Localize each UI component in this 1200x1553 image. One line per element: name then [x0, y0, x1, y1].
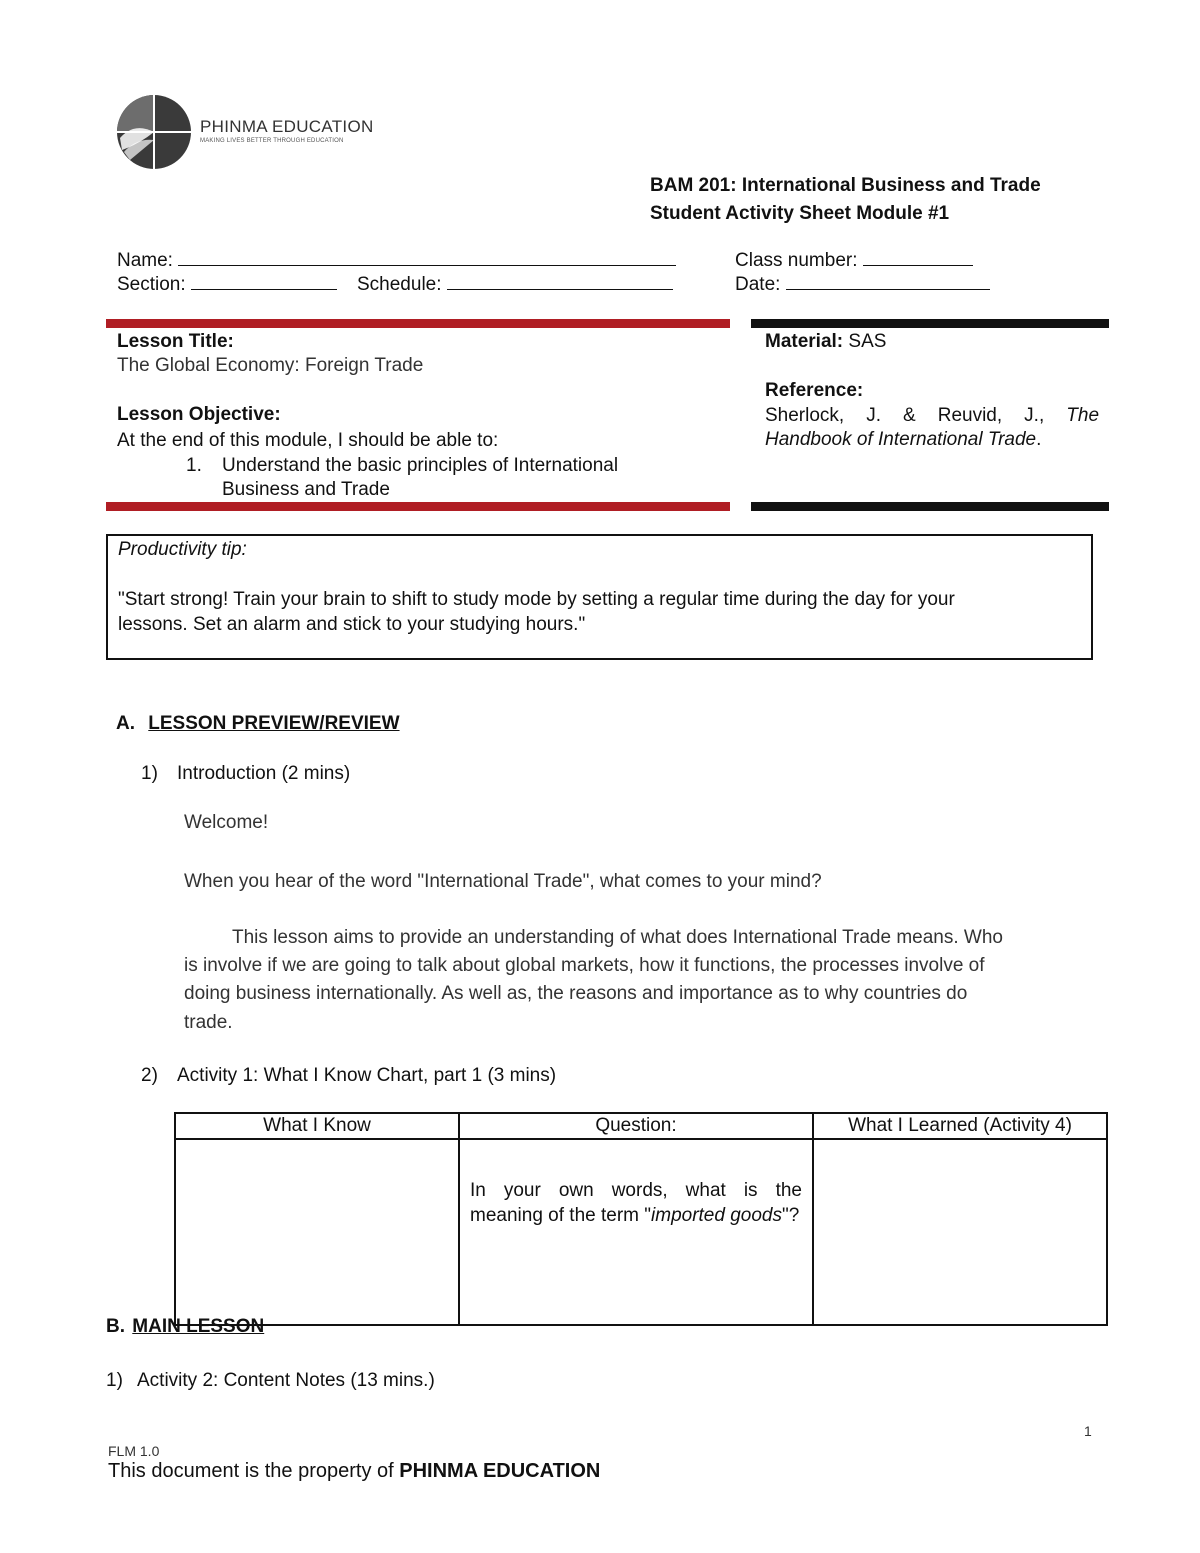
productivity-tip-line-2: lessons. Set an alarm and stick to your studying hours." — [118, 614, 586, 635]
reference-title-rest: Handbook of International Trade — [765, 429, 1037, 450]
productivity-tip-line-1: "Start strong! Train your brain to shift to study mode by setting a regular time during the day for your — [118, 589, 955, 610]
class-number-field[interactable] — [735, 247, 973, 272]
phinma-emblem-icon — [114, 92, 204, 172]
footer-property — [108, 1460, 600, 1483]
intro-paragraph-line-1: This lesson aims to provide an understanding of what does International Trade means. Who — [232, 927, 1003, 948]
objective-line-1: Understand the basic principles of International — [222, 455, 619, 476]
logo-name: PHINMA EDUCATION — [200, 117, 374, 136]
lesson-box-top-bar — [106, 319, 730, 328]
section-b-heading — [106, 1316, 264, 1338]
page-number: 1 — [1084, 1423, 1092, 1439]
intro-question: When you hear of the word "International Trade", what comes to your mind? — [184, 871, 822, 892]
section-b-item-1-label: Activity 2: Content Notes (13 mins.) — [137, 1370, 435, 1391]
sheet-title: Student Activity Sheet Module #1 — [650, 203, 950, 224]
footer-version: FLM 1.0 — [108, 1443, 160, 1459]
item-1-label: Introduction (2 mins) — [177, 763, 351, 784]
intro-paragraph-line-3: doing business internationally. As well as, the reasons and importance as to why countries do — [184, 983, 968, 1004]
footer-property-owner: PHINMA EDUCATION — [399, 1460, 601, 1482]
date-blank[interactable] — [786, 271, 990, 290]
section-a-heading — [116, 713, 400, 735]
lesson-title-label: Lesson Title: — [117, 331, 234, 352]
header-what-i-learned: What I Learned (Activity 4) — [813, 1113, 1107, 1139]
welcome-text: Welcome! — [184, 812, 269, 833]
reference-authors: Sherlock, J. & Reuvid, J., — [765, 405, 1045, 426]
reference-line-1 — [765, 405, 1099, 427]
objective-label: Lesson Objective: — [117, 404, 281, 425]
section-b-item-1-number: 1) — [106, 1370, 123, 1391]
objective-intro: At the end of this module, I should be able to: — [117, 430, 499, 451]
item-1-number: 1) — [141, 763, 158, 784]
document-title — [650, 172, 1041, 228]
logo-tagline: MAKING LIVES BETTER THROUGH EDUCATION — [200, 138, 344, 144]
what-i-know-cell[interactable] — [175, 1139, 459, 1325]
material-label: Material: — [765, 331, 844, 352]
schedule-field[interactable] — [357, 271, 673, 296]
what-i-know-chart — [174, 1112, 1108, 1326]
section-b-title: MAIN LESSON — [132, 1316, 265, 1337]
what-i-learned-cell[interactable] — [813, 1139, 1107, 1325]
class-number-blank[interactable] — [863, 247, 973, 266]
objective-number: 1. — [186, 455, 202, 476]
section-field[interactable] — [117, 271, 337, 296]
item-2-label: Activity 1: What I Know Chart, part 1 (3 mins) — [177, 1065, 557, 1086]
date-label: Date: — [735, 274, 781, 295]
course-title: BAM 201: International Business and Trade — [650, 175, 1041, 196]
item-2-number: 2) — [141, 1065, 158, 1086]
reference-line-2 — [765, 429, 1041, 451]
material-box-top-bar — [751, 319, 1109, 328]
question-term: imported goods — [651, 1205, 782, 1226]
material-value: SAS — [848, 331, 887, 352]
lesson-box-bottom-bar — [106, 502, 730, 511]
section-blank[interactable] — [191, 271, 337, 290]
objective-line-2: Business and Trade — [222, 479, 390, 500]
header-question: Question: — [459, 1113, 813, 1139]
name-blank[interactable] — [178, 247, 676, 266]
question-cell — [459, 1139, 813, 1325]
name-field[interactable] — [117, 247, 676, 272]
intro-paragraph-line-4: trade. — [184, 1012, 233, 1033]
material-line — [765, 331, 886, 353]
productivity-tip-label: Productivity tip: — [118, 539, 247, 560]
section-a-title: LESSON PREVIEW/REVIEW — [148, 713, 400, 734]
footer-property-prefix: This document is the property of — [108, 1460, 400, 1482]
schedule-blank[interactable] — [447, 271, 673, 290]
chart-header-row — [175, 1113, 1107, 1139]
question-text-end: "? — [781, 1205, 800, 1226]
class-number-label: Class number: — [735, 250, 858, 271]
section-label: Section: — [117, 274, 186, 295]
section-a-letter: A. — [116, 713, 135, 734]
intro-paragraph-line-2: is involve if we are going to talk about global markets, how it functions, the processes involve of — [184, 955, 985, 976]
reference-end: . — [1036, 429, 1042, 450]
name-label: Name: — [117, 250, 173, 271]
schedule-label: Schedule: — [357, 274, 442, 295]
reference-label: Reference: — [765, 380, 864, 401]
material-box-bottom-bar — [751, 502, 1109, 511]
reference-title-start: The — [1066, 405, 1100, 426]
date-field[interactable] — [735, 271, 990, 296]
header-what-i-know: What I Know — [175, 1113, 459, 1139]
lesson-title: The Global Economy: Foreign Trade — [117, 355, 424, 376]
question-text-start: In your own words, what is the meaning of the term " — [470, 1180, 802, 1226]
chart-body-row — [175, 1139, 1107, 1325]
section-b-letter: B. — [106, 1316, 125, 1337]
